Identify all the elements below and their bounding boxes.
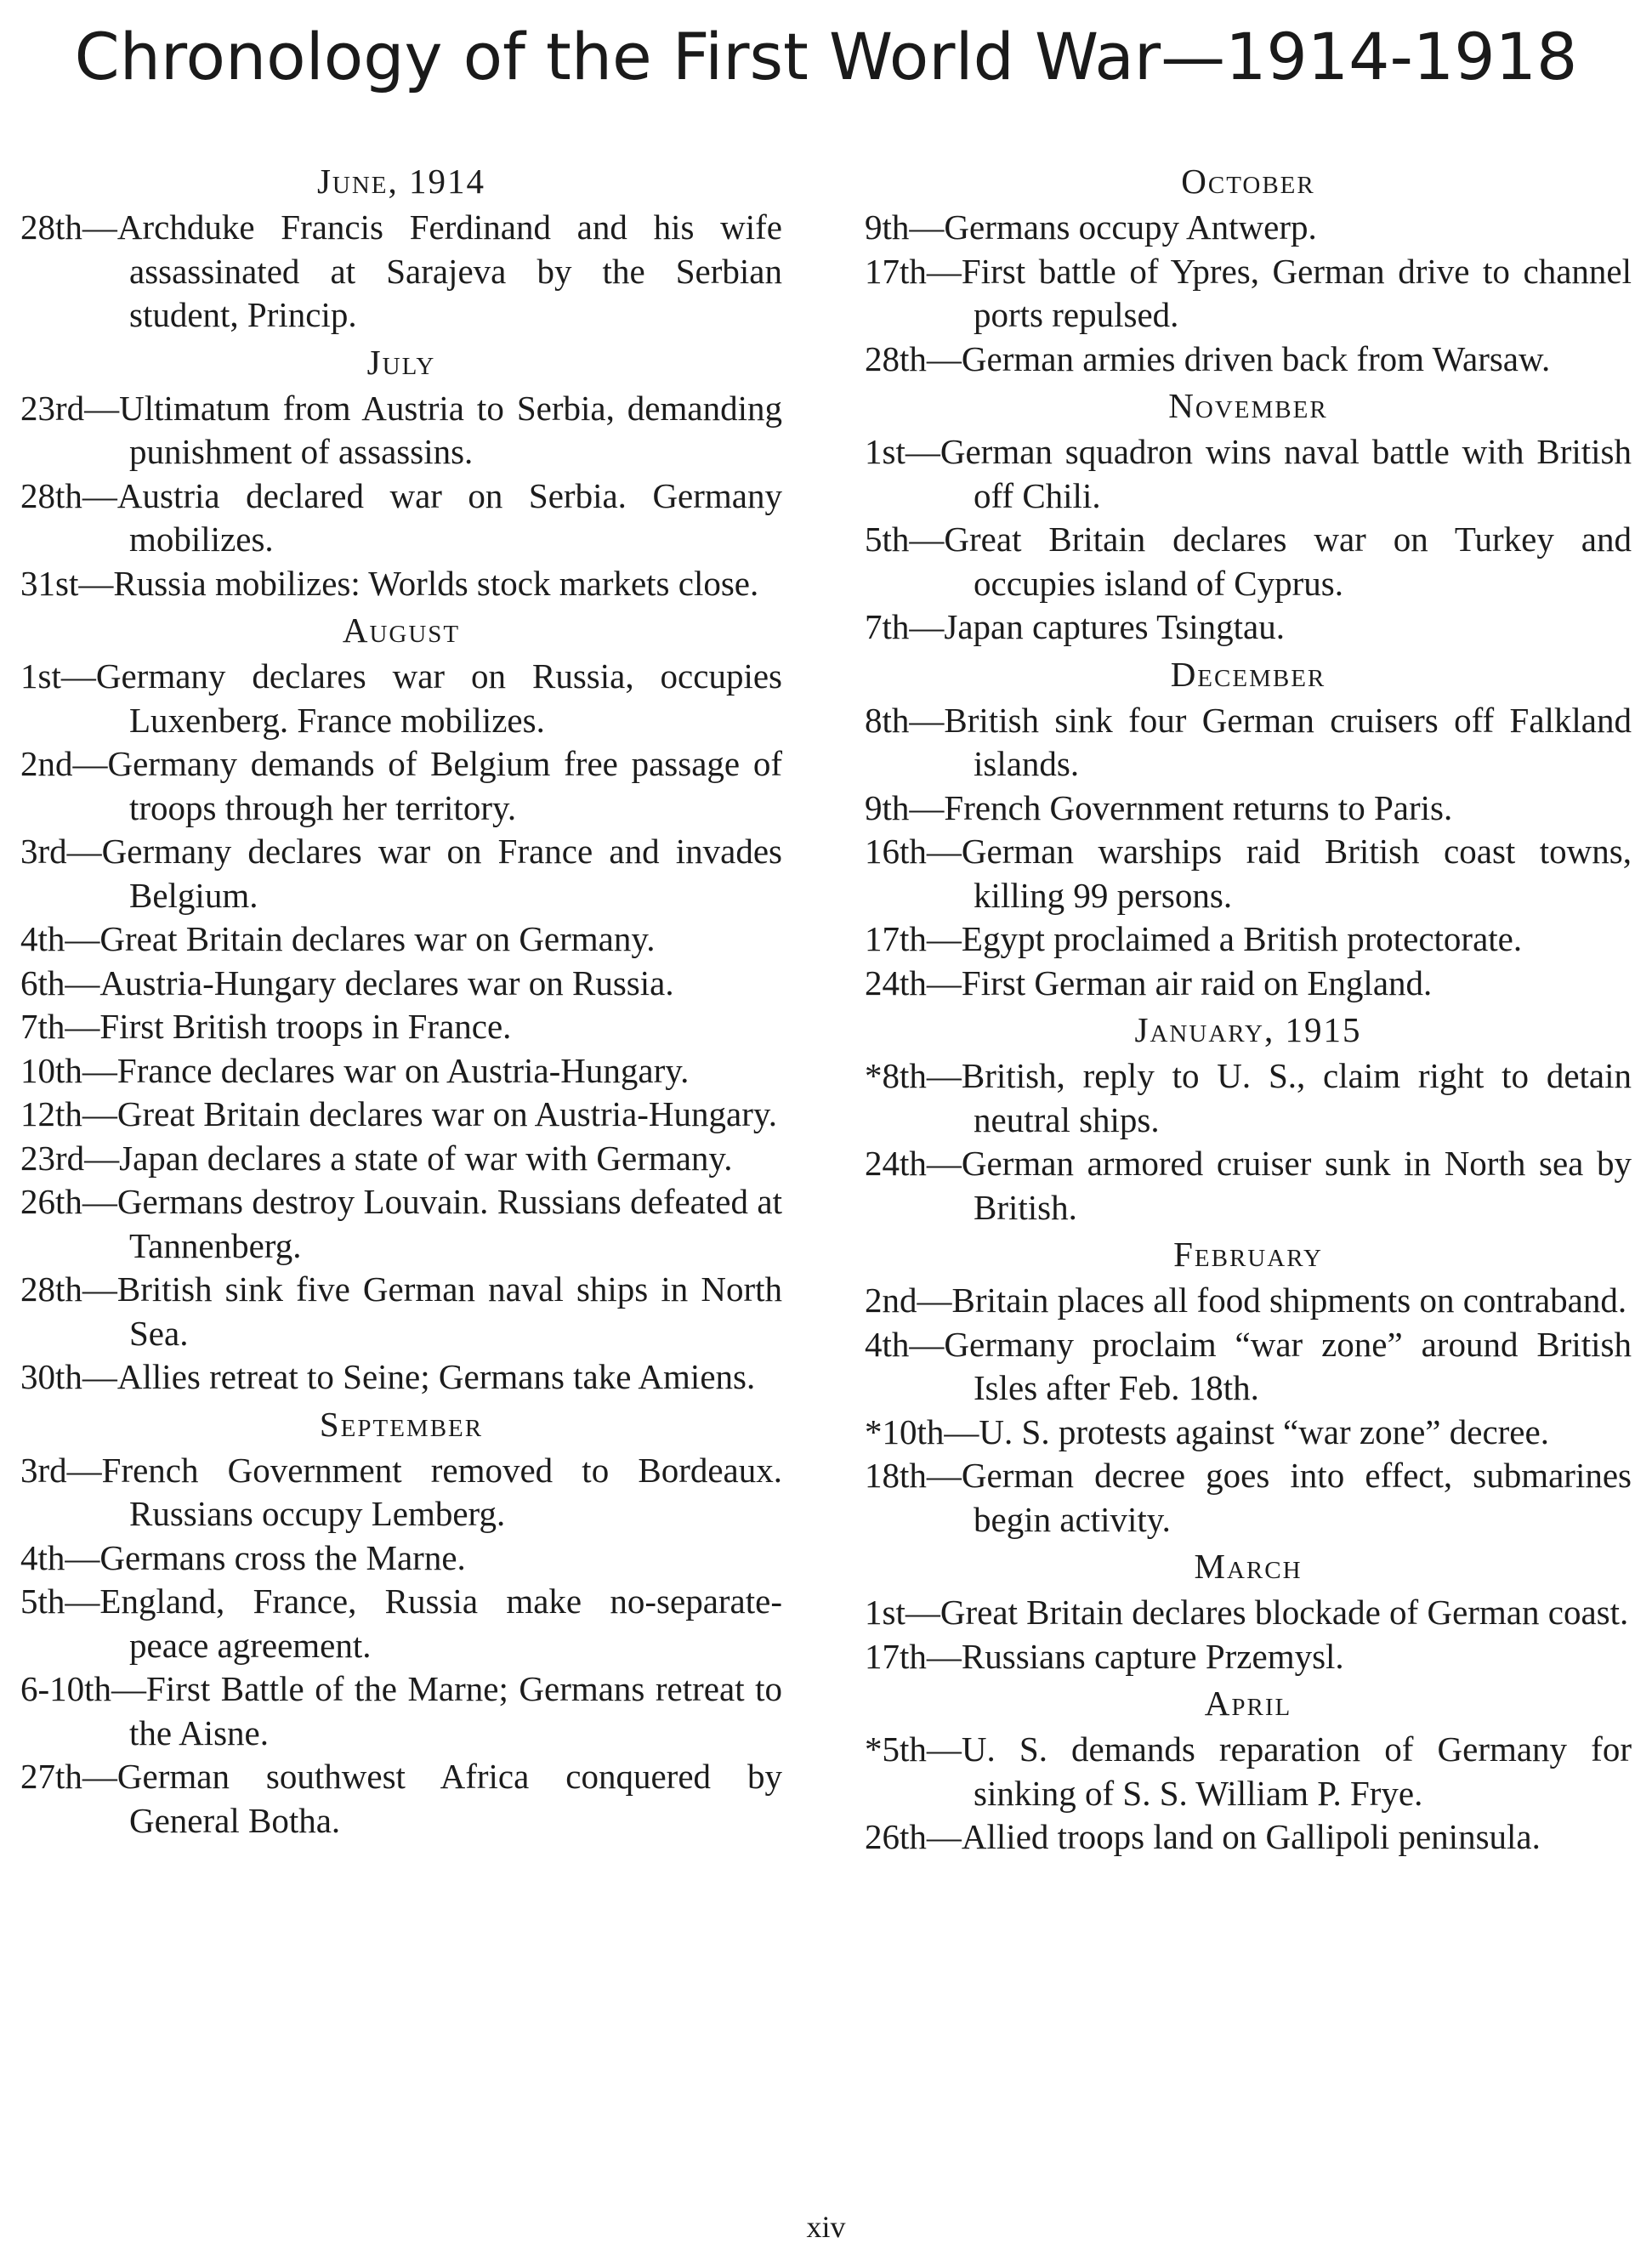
entry-date: 5th [865, 520, 910, 559]
entry-date: 23rd [20, 388, 85, 428]
entry-text: Germany declares war on Russia, occupies Luxenberg. France mobilizes. [95, 656, 782, 740]
entry-dash: — [65, 1582, 100, 1621]
entry-text: British sink five German naval ships in North Sea. [116, 1269, 782, 1353]
chronology-entry [20, 1049, 782, 1093]
entry-date: 3rd [20, 832, 67, 871]
entry-text: German armored cruiser sunk in North sea by British. [961, 1144, 1632, 1227]
entry-date: 28th [865, 338, 927, 378]
entry-text: Germany proclaim “war zone” around British Isles after Feb. 18th. [944, 1324, 1632, 1407]
entry-dash: — [66, 1450, 102, 1490]
chronology-entry [865, 430, 1632, 518]
entry-text: Japan captures Tsingtau. [944, 607, 1285, 646]
month-heading: October [1181, 162, 1315, 201]
chronology-entry [20, 206, 782, 338]
chronology-entry [865, 1279, 1632, 1323]
chronology-entry [20, 1137, 782, 1181]
entry-text: Germany demands of Belgium free passage of troops through her territory. [107, 744, 782, 827]
entry-date: 2nd [865, 1281, 917, 1320]
entry-dash: — [926, 1636, 962, 1676]
entry-dash: — [926, 1456, 962, 1495]
entry-date: *8th [865, 1056, 927, 1095]
entry-dash: — [82, 207, 117, 247]
entry-dash: — [944, 1411, 979, 1451]
chronology-entry [20, 1093, 782, 1137]
entry-dash: — [60, 656, 96, 696]
chronology-entry [865, 699, 1632, 787]
entry-dash: — [82, 1094, 117, 1133]
entry-text: Egypt proclaimed a British protectorate. [961, 919, 1523, 958]
entry-date: 4th [20, 919, 65, 958]
page-number: xiv [806, 2210, 846, 2244]
month-heading: April [1204, 1684, 1292, 1723]
entry-dash: — [65, 1537, 100, 1577]
entry-date: 18th [865, 1456, 927, 1495]
entry-dash: — [65, 1007, 100, 1046]
entry-dash: — [926, 919, 962, 958]
chronology-entry [865, 338, 1632, 382]
chronology-entry [865, 518, 1632, 605]
chronology-entry [20, 1005, 782, 1049]
entry-date: 30th [20, 1357, 82, 1396]
entry-date: 27th [20, 1757, 82, 1796]
entry-text: U. S. protests against “war zone” decree. [979, 1411, 1549, 1451]
entry-dash: — [909, 1324, 945, 1364]
entry-text: Germans cross the Marne. [99, 1537, 466, 1577]
chronology-entry [20, 917, 782, 962]
chronology-entry [20, 1268, 782, 1355]
chronology-entry [865, 250, 1632, 338]
entry-text: Allies retreat to Seine; Germans take Amiens. [116, 1357, 756, 1396]
entry-text: German decree goes into effect, submarines begin activity. [961, 1456, 1632, 1539]
entry-date: 17th [865, 1636, 927, 1676]
entry-text: Allied troops land on Gallipoli peninsula. [961, 1817, 1541, 1856]
page-title: Chronology of the First World War—1914-1918 [74, 19, 1578, 94]
entry-text: Great Britain declares war on Austria-Hungary. [116, 1094, 777, 1133]
entry-dash: — [78, 563, 114, 603]
entry-text: German armies driven back from Warsaw. [961, 338, 1551, 378]
chronology-entry [20, 962, 782, 1006]
entry-date: 28th [20, 475, 82, 515]
entry-date: 17th [865, 919, 927, 958]
entry-text: First British troops in France. [99, 1007, 512, 1046]
entry-date: 12th [20, 1094, 82, 1133]
entry-dash: — [909, 607, 945, 646]
entry-text: French Government returns to Paris. [944, 787, 1453, 827]
entry-dash: — [917, 1281, 952, 1320]
right-column [865, 156, 1632, 1860]
entry-date: 28th [20, 207, 82, 247]
chronology-entry [865, 962, 1632, 1006]
entry-text: Britain places all food shipments on contraband. [951, 1281, 1627, 1320]
chronology-entry [20, 1667, 782, 1755]
chronology-entry [20, 1536, 782, 1581]
chronology-entry [865, 1054, 1632, 1142]
entry-text: Russians capture Przemysl. [961, 1636, 1344, 1676]
month-heading: March [1194, 1547, 1303, 1586]
chronology-entry [20, 1180, 782, 1268]
entry-text: First battle of Ypres, German drive to channel ports repulsed. [961, 251, 1632, 334]
entry-date: *10th [865, 1411, 945, 1451]
entry-dash: — [926, 338, 962, 378]
chronology-entry [865, 830, 1632, 917]
entry-date: 28th [20, 1269, 82, 1309]
entry-date: 4th [865, 1324, 910, 1364]
entry-text: Great Britain declares blockade of German coast. [940, 1593, 1629, 1632]
chronology-entry [20, 562, 782, 606]
entry-date: 9th [865, 207, 910, 247]
month-heading: September [319, 1404, 484, 1444]
left-column [20, 156, 782, 1843]
entry-text: German squadron wins naval battle with British off Chili. [940, 432, 1632, 515]
entry-dash: — [926, 1817, 962, 1856]
month-heading: August [342, 611, 461, 650]
entry-text: German warships raid British coast towns, killing 99 persons. [961, 832, 1632, 915]
entry-dash: — [111, 1669, 147, 1708]
chronology-entry [20, 830, 782, 917]
month-heading: June, 1914 [316, 162, 486, 201]
entry-dash: — [905, 1593, 940, 1632]
entry-dash: — [926, 832, 962, 871]
entry-date: 9th [865, 787, 910, 827]
entry-date: 24th [865, 963, 927, 1002]
entry-date: *5th [865, 1729, 927, 1769]
entry-dash: — [84, 388, 120, 428]
entry-dash: — [82, 1182, 117, 1221]
chronology-entry [865, 1323, 1632, 1411]
entry-dash: — [926, 1144, 962, 1183]
entry-dash: — [82, 475, 117, 515]
chronology-entry [20, 742, 782, 830]
chronology-entry [865, 605, 1632, 650]
chronology-entry [865, 206, 1632, 250]
entry-text: Germany declares war on France and invades Belgium. [101, 832, 782, 915]
entry-dash: — [909, 787, 945, 827]
chronology-entry [865, 787, 1632, 831]
entry-dash: — [909, 700, 945, 740]
entry-date: 7th [865, 607, 910, 646]
entry-date: 5th [20, 1582, 65, 1621]
entry-dash: — [909, 520, 945, 559]
entry-dash: — [905, 432, 940, 471]
entry-date: 2nd [20, 744, 73, 783]
entry-dash: — [926, 1056, 962, 1095]
month-heading: July [366, 342, 436, 382]
chronology-entry [20, 1449, 782, 1536]
entry-date: 17th [865, 251, 927, 291]
entry-text: German southwest Africa conquered by General Botha. [116, 1757, 782, 1840]
chronology-entry [20, 387, 782, 474]
entry-text: British, reply to U. S., claim right to detain neutral ships. [961, 1056, 1632, 1139]
entry-text: Japan declares a state of war with Germany. [119, 1138, 733, 1178]
entry-dash: — [82, 1757, 117, 1796]
entry-date: 16th [865, 832, 927, 871]
entry-text: Great Britain declares war on Germany. [99, 919, 656, 958]
chronology-entry [20, 655, 782, 742]
entry-dash: — [82, 1050, 117, 1090]
chronology-entry [865, 1728, 1632, 1815]
entry-text: France declares war on Austria-Hungary. [116, 1050, 690, 1090]
entry-date: 4th [20, 1537, 65, 1577]
entry-date: 26th [20, 1182, 82, 1221]
entry-date: 6th [20, 963, 65, 1002]
chronology-entry [865, 1411, 1632, 1455]
chronology-entry [865, 917, 1632, 962]
entry-text: England, France, Russia make no-separate-peace agreement. [99, 1582, 782, 1665]
month-heading: January, 1915 [1134, 1010, 1362, 1049]
entry-dash: — [926, 963, 962, 1002]
entry-dash: — [65, 963, 100, 1002]
entry-text: Archduke Francis Ferdinand and his wife assassinated at Sarajeva by the Serbian student, Princip. [116, 207, 782, 334]
chronology-entry [20, 1755, 782, 1843]
entry-text: U. S. demands reparation of Germany for sinking of S. S. William P. Frye. [961, 1729, 1632, 1813]
entry-date: 8th [865, 700, 910, 740]
entry-dash: — [82, 1357, 117, 1396]
entry-text: Great Britain declares war on Turkey and occupies island of Cyprus. [944, 520, 1632, 603]
entry-text: Austria declared war on Serbia. Germany mobilizes. [116, 475, 782, 559]
entry-date: 6-10th [20, 1669, 112, 1708]
entry-date: 3rd [20, 1450, 67, 1490]
entry-text: Russia mobilizes: Worlds stock markets close. [113, 563, 759, 603]
entry-dash: — [926, 1729, 962, 1769]
chronology-entry [865, 1454, 1632, 1542]
entry-date: 31st [20, 563, 79, 603]
entry-text: Ultimatum from Austria to Serbia, demanding punishment of assassins. [119, 388, 782, 471]
chronology-entry [865, 1591, 1632, 1635]
entry-dash: — [66, 832, 102, 871]
month-heading: February [1173, 1235, 1323, 1274]
chronology-entry [865, 1142, 1632, 1230]
entry-date: 10th [20, 1050, 82, 1090]
entry-date: 24th [865, 1144, 927, 1183]
entry-text: French Government removed to Bordeaux. Russians occupy Lemberg. [101, 1450, 782, 1533]
entry-date: 26th [865, 1817, 927, 1856]
chronology-entry [865, 1635, 1632, 1679]
chronology-entry [865, 1815, 1632, 1860]
entry-text: First Battle of the Marne; Germans retreat to the Aisne. [129, 1669, 782, 1752]
entry-dash: — [65, 919, 100, 958]
month-heading: December [1170, 654, 1326, 694]
chronology-entry [20, 1580, 782, 1667]
entry-date: 1st [865, 1593, 905, 1632]
entry-dash: — [84, 1138, 120, 1178]
chronology-entry [20, 1355, 782, 1400]
entry-date: 1st [865, 432, 905, 471]
chronology-entry [20, 474, 782, 562]
entry-text: Germans destroy Louvain. Russians defeated at Tannenberg. [116, 1182, 782, 1265]
entry-date: 7th [20, 1007, 65, 1046]
month-heading: November [1168, 386, 1328, 425]
entry-text: British sink four German cruisers off Falkland islands. [944, 700, 1632, 783]
entry-dash: — [909, 207, 945, 247]
entry-dash: — [72, 744, 108, 783]
entry-dash: — [926, 251, 962, 291]
entry-dash: — [82, 1269, 117, 1309]
entry-text: First German air raid on England. [961, 963, 1433, 1002]
entry-text: Austria-Hungary declares war on Russia. [99, 963, 674, 1002]
entry-text: Germans occupy Antwerp. [944, 207, 1317, 247]
entry-date: 23rd [20, 1138, 85, 1178]
entry-date: 1st [20, 656, 61, 696]
